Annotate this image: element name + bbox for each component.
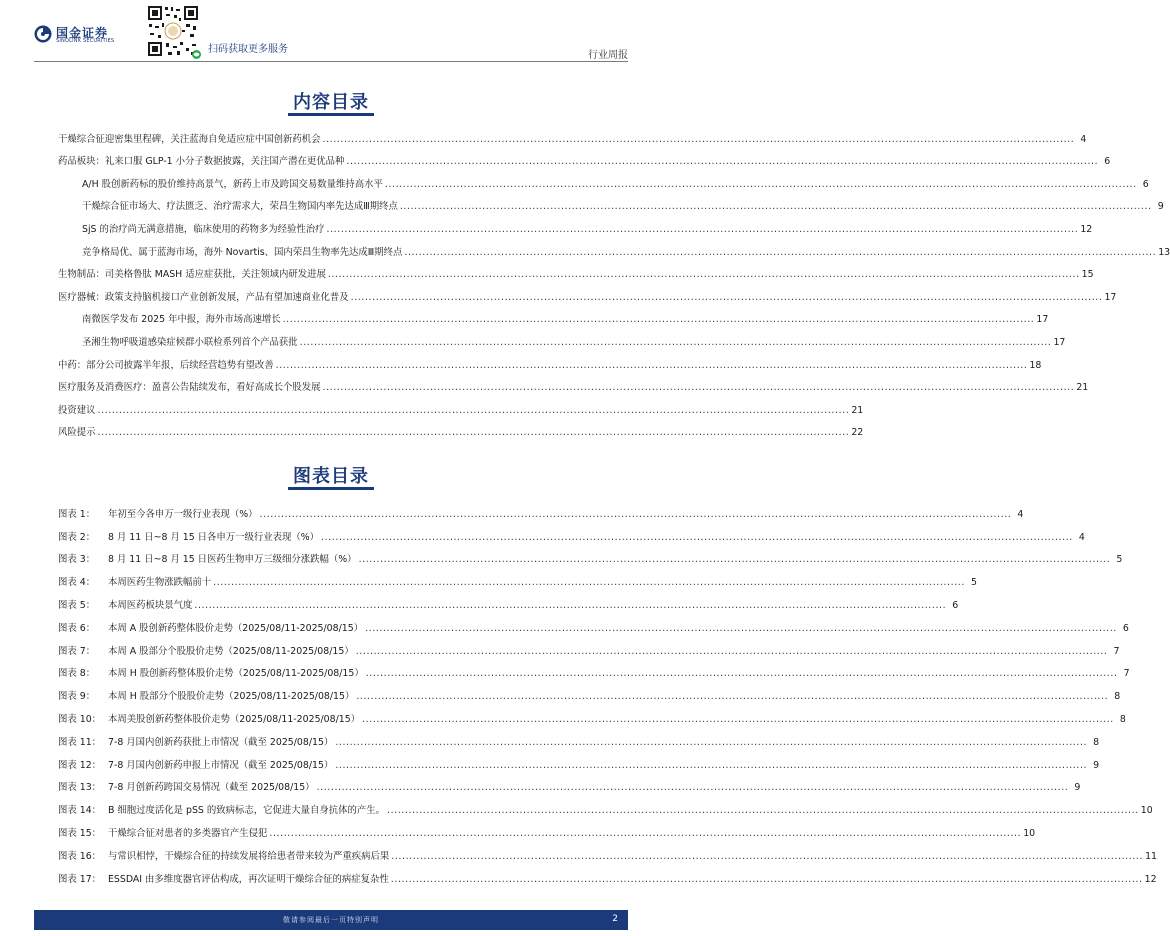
- figure-entry[interactable]: [58, 588, 959, 611]
- toc-leader-dots: [260, 509, 1012, 520]
- figure-entry-page: 11: [1145, 850, 1158, 862]
- figure-entry-page: 9: [1074, 782, 1081, 794]
- figure-label: 图表 17：: [58, 873, 102, 885]
- contents-title: 内容目录: [293, 92, 369, 113]
- toc-entry-title: 生物制品：司美格鲁肽 MASH 适应症获批，关注领域内研发进展: [58, 269, 326, 281]
- figure-entry-title: [58, 620, 363, 634]
- figure-entry-title: [58, 551, 357, 565]
- figure-entry-page: 9: [1093, 759, 1100, 771]
- toc-subsection-entry[interactable]: [58, 190, 1164, 213]
- page-footer: [34, 910, 628, 930]
- figure-label: 图表 12：: [58, 759, 102, 771]
- figure-label: 图表 3：: [58, 554, 96, 566]
- toc-entry-title: 中药：部分公司披露半年报，后续经营趋势有望改善: [58, 359, 274, 371]
- figure-label: 图表 9：: [58, 691, 96, 703]
- toc-entry-page: 22: [851, 427, 864, 439]
- toc-entry-page: 9: [1157, 201, 1164, 213]
- footer-disclaimer[interactable]: 敬请参阅最后一页特别声明: [283, 916, 379, 924]
- toc-leader-dots: [365, 623, 1117, 634]
- figure-entry-title: [58, 802, 385, 816]
- figure-caption: 7-8 月国内创新药获批上市情况（截至 2025/08/15）: [108, 736, 334, 748]
- toc-subsection-entry[interactable]: [58, 167, 1149, 190]
- toc-entry-title: SjS 的治疗尚无满意措施，临床使用的药物多为经验性治疗: [82, 223, 325, 235]
- figures-title: 图表目录: [293, 466, 369, 487]
- toc-leader-dots: [335, 737, 1087, 748]
- figure-entry-page: 10: [1023, 827, 1036, 839]
- toc-leader-dots: [283, 314, 1035, 325]
- contents-title-underline: [288, 113, 374, 116]
- toc-leader-dots: [335, 760, 1087, 771]
- figure-entry-page: 4: [1078, 531, 1085, 543]
- toc-entry-title: 南微医学发布 2025 年中报，海外市场高速增长: [82, 314, 281, 326]
- toc-entry-title: 医疗器械：政策支持脑机接口产业创新发展，产品有望加速商业化普及: [58, 291, 349, 303]
- figure-entry-title: [58, 734, 333, 748]
- figure-entry[interactable]: [58, 839, 1158, 862]
- figure-caption: 干燥综合征对患者的多类器官产生侵犯: [108, 827, 268, 839]
- figures-list: [58, 497, 1158, 885]
- toc-leader-dots: [98, 405, 850, 416]
- toc-entry-page: 21: [851, 404, 864, 416]
- toc-section-entry[interactable]: [58, 145, 1111, 168]
- figure-caption: 本周 H 股部分个股股价走势（2025/08/11-2025/08/15）: [108, 691, 355, 703]
- figure-entry-page: 8: [1093, 736, 1100, 748]
- figure-caption: 年初至今各申万一级行业表现（%）: [108, 508, 258, 520]
- figure-entry-title: [58, 597, 192, 611]
- figure-label: 图表 5：: [58, 599, 96, 611]
- header-divider: [34, 61, 628, 62]
- toc-entry-page: 17: [1104, 291, 1117, 303]
- toc-entry-title: 医疗服务及消费医疗：盈喜公告陆续发布，看好高成长个股发展: [58, 382, 321, 394]
- toc-entry-title: 竞争格局优、属于蓝海市场，海外 Novartis、国内荣昌生物率先达成Ⅲ期终点: [82, 246, 403, 258]
- toc-entry-page: 17: [1053, 336, 1066, 348]
- toc-entry-page: 15: [1081, 269, 1094, 281]
- figure-entry-title: [58, 665, 364, 679]
- figures-title-underline: [288, 487, 374, 490]
- toc-leader-dots: [321, 532, 1073, 543]
- figure-entry[interactable]: [58, 565, 977, 589]
- figure-entry[interactable]: [58, 611, 1129, 634]
- figure-label: 图表 6：: [58, 622, 96, 634]
- toc-leader-dots: [98, 427, 850, 438]
- toc-leader-dots: [362, 714, 1114, 725]
- figure-label: 图表 10：: [58, 713, 102, 725]
- toc-leader-dots: [323, 134, 1075, 145]
- toc-leader-dots: [391, 874, 1143, 885]
- figure-caption: 与常识相悖，干燥综合征的持续发展将给患者带来较为严重疾病后果: [108, 850, 390, 862]
- figure-entry[interactable]: [58, 543, 1123, 566]
- figure-entry[interactable]: [58, 702, 1126, 725]
- sinolink-logo-icon: [34, 25, 52, 43]
- figure-label: 图表 14：: [58, 805, 102, 817]
- contents-list: [58, 122, 1170, 439]
- figure-caption: 本周医药板块景气度: [108, 599, 193, 611]
- figure-entry-title: [58, 871, 389, 885]
- figure-entry-page: 5: [970, 577, 977, 589]
- figure-entry-page: 8: [1114, 691, 1121, 703]
- toc-leader-dots: [391, 851, 1143, 862]
- figure-caption: ESSDAI 由多维度器官评估构成，再次证明干燥综合征的病症复杂性: [108, 873, 389, 885]
- figure-entry[interactable]: [58, 497, 1024, 520]
- company-logo: [34, 24, 134, 46]
- figure-label: 图表 2：: [58, 531, 96, 543]
- toc-leader-dots: [366, 668, 1118, 679]
- toc-leader-dots: [356, 646, 1108, 657]
- figure-entry-page: 7: [1113, 645, 1120, 657]
- figure-caption: 本周美股创新药整体股价走势（2025/08/11-2025/08/15）: [108, 713, 361, 725]
- figure-label: 图表 8：: [58, 668, 96, 680]
- toc-section-entry[interactable]: [58, 371, 1089, 394]
- toc-subsection-entry[interactable]: [58, 325, 1066, 348]
- figure-caption: 本周 A 股部分个股股价走势（2025/08/11-2025/08/15）: [108, 645, 354, 657]
- toc-entry-title: 风险提示: [58, 427, 96, 439]
- figure-caption: 本周 H 股创新药整体股价走势（2025/08/11-2025/08/15）: [108, 668, 364, 680]
- figure-entry-title: [58, 779, 315, 793]
- toc-subsection-entry[interactable]: [58, 235, 1170, 258]
- figure-entry-page: 4: [1017, 508, 1024, 520]
- toc-entry-title: 药品板块：礼来口服 GLP-1 小分子数据披露，关注国产潜在更优品种: [58, 156, 345, 168]
- figure-label: 图表 15：: [58, 827, 102, 839]
- figure-entry-title: [58, 825, 267, 839]
- toc-entry-page: 6: [1142, 178, 1149, 190]
- report-type-label: 行业周报: [588, 50, 628, 61]
- figure-caption: 本周 A 股创新药整体股价走势（2025/08/11-2025/08/15）: [108, 622, 364, 634]
- toc-leader-dots: [317, 782, 1069, 793]
- toc-leader-dots: [385, 179, 1137, 190]
- figure-entry[interactable]: [58, 725, 1100, 748]
- figure-entry-title: [58, 574, 211, 588]
- logo-english-name: SINOLINK SECURITIES: [56, 38, 115, 44]
- toc-section-entry[interactable]: [58, 393, 864, 416]
- toc-leader-dots: [400, 201, 1152, 212]
- page-header: [0, 0, 662, 62]
- figure-entry-title: [58, 711, 360, 725]
- figure-entry-page: 12: [1144, 873, 1157, 885]
- figure-entry-title: [58, 506, 258, 520]
- toc-leader-dots: [359, 554, 1111, 565]
- figure-entry-title: [58, 848, 389, 862]
- figure-label: 图表 1：: [58, 508, 96, 520]
- figure-caption: 8 月 11 日~8 月 15 日医药生物申万三级细分涨跌幅（%）: [108, 554, 357, 566]
- figure-label: 图表 11：: [58, 736, 102, 748]
- toc-entry-page: 4: [1080, 133, 1087, 145]
- figure-entry-page: 6: [1122, 622, 1129, 634]
- toc-leader-dots: [323, 382, 1075, 393]
- toc-leader-dots: [276, 360, 1028, 371]
- toc-leader-dots: [194, 600, 946, 611]
- toc-subsection-entry[interactable]: [58, 212, 1093, 235]
- figure-entry[interactable]: [58, 520, 1085, 543]
- toc-entry-page: 12: [1080, 223, 1093, 235]
- toc-leader-dots: [213, 577, 965, 588]
- toc-leader-dots: [300, 337, 1052, 348]
- toc-entry-page: 17: [1036, 314, 1049, 326]
- figure-entry[interactable]: [58, 634, 1120, 657]
- toc-subsection-entry[interactable]: [58, 303, 1049, 326]
- toc-leader-dots: [346, 156, 1098, 167]
- figure-caption: 本周医药生物涨跌幅前十: [108, 577, 212, 589]
- toc-section-entry[interactable]: [58, 280, 1117, 303]
- figure-entry[interactable]: [58, 748, 1100, 771]
- figure-entry-page: 8: [1119, 713, 1126, 725]
- toc-leader-dots: [269, 828, 1021, 839]
- figure-caption: B 细胞过度活化是 pSS 的致病标志，它促进大量自身抗体的产生。: [108, 805, 385, 817]
- figure-entry-page: 5: [1116, 554, 1123, 566]
- qr-caption: 扫码获取更多服务: [208, 44, 288, 55]
- figure-label: 图表 7：: [58, 645, 96, 657]
- figure-entry[interactable]: [58, 657, 1130, 680]
- toc-section-entry[interactable]: [58, 348, 1042, 371]
- toc-leader-dots: [328, 269, 1080, 280]
- toc-leader-dots: [387, 805, 1139, 816]
- figure-label: 图表 13：: [58, 782, 102, 794]
- toc-section-entry[interactable]: [58, 122, 1087, 145]
- figure-entry[interactable]: [58, 816, 1036, 839]
- toc-entry-page: 21: [1076, 382, 1089, 394]
- figure-caption: 8 月 11 日~8 月 15 日各申万一级行业表现（%）: [108, 531, 320, 543]
- figure-entry-title: [58, 643, 354, 657]
- figure-entry-title: [58, 529, 319, 543]
- toc-leader-dots: [327, 224, 1079, 235]
- figure-entry[interactable]: [58, 679, 1121, 703]
- figure-entry-title: [58, 688, 354, 702]
- figure-entry[interactable]: [58, 862, 1157, 885]
- toc-leader-dots: [356, 691, 1108, 702]
- page-number: 2: [612, 914, 618, 924]
- figure-caption: 7-8 月创新药跨国交易情况（截至 2025/08/15）: [108, 782, 315, 794]
- toc-entry-title: 投资建议: [58, 404, 96, 416]
- figure-caption: 7-8 月国内创新药申报上市情况（截至 2025/08/15）: [108, 759, 334, 771]
- toc-entry-page: 18: [1029, 359, 1042, 371]
- toc-section-entry[interactable]: [58, 416, 864, 439]
- figure-entry-page: 6: [952, 599, 959, 611]
- wechat-icon: [192, 50, 201, 59]
- toc-entry-title: A/H 股创新药标的股价维持高景气，新药上市及跨国交易数量维持高水平: [82, 178, 383, 190]
- figure-entry[interactable]: [58, 793, 1153, 817]
- toc-entry-title: 干燥综合征市场大、疗法匮乏、治疗需求大，荣昌生物国内率先达成Ⅲ期终点: [82, 201, 398, 213]
- figure-label: 图表 16：: [58, 850, 102, 862]
- figure-label: 图表 4：: [58, 577, 96, 589]
- toc-entry-page: 6: [1104, 156, 1111, 168]
- toc-leader-dots: [351, 292, 1103, 303]
- figure-entry-title: [58, 757, 333, 771]
- logo-chinese-name: 国金证券: [56, 26, 109, 40]
- figure-entry-page: 10: [1140, 805, 1153, 817]
- toc-entry-page: 13: [1158, 246, 1170, 258]
- toc-entry-title: 圣湘生物呼吸道感染症候群小联检系列首个产品获批: [82, 336, 298, 348]
- figure-entry-page: 7: [1123, 668, 1130, 680]
- toc-section-entry[interactable]: [58, 258, 1094, 281]
- toc-leader-dots: [404, 247, 1156, 258]
- figure-entry[interactable]: [58, 771, 1081, 794]
- toc-entry-title: 干燥综合征迎密集里程碑，关注蓝海自免适应症中国创新药机会: [58, 133, 321, 145]
